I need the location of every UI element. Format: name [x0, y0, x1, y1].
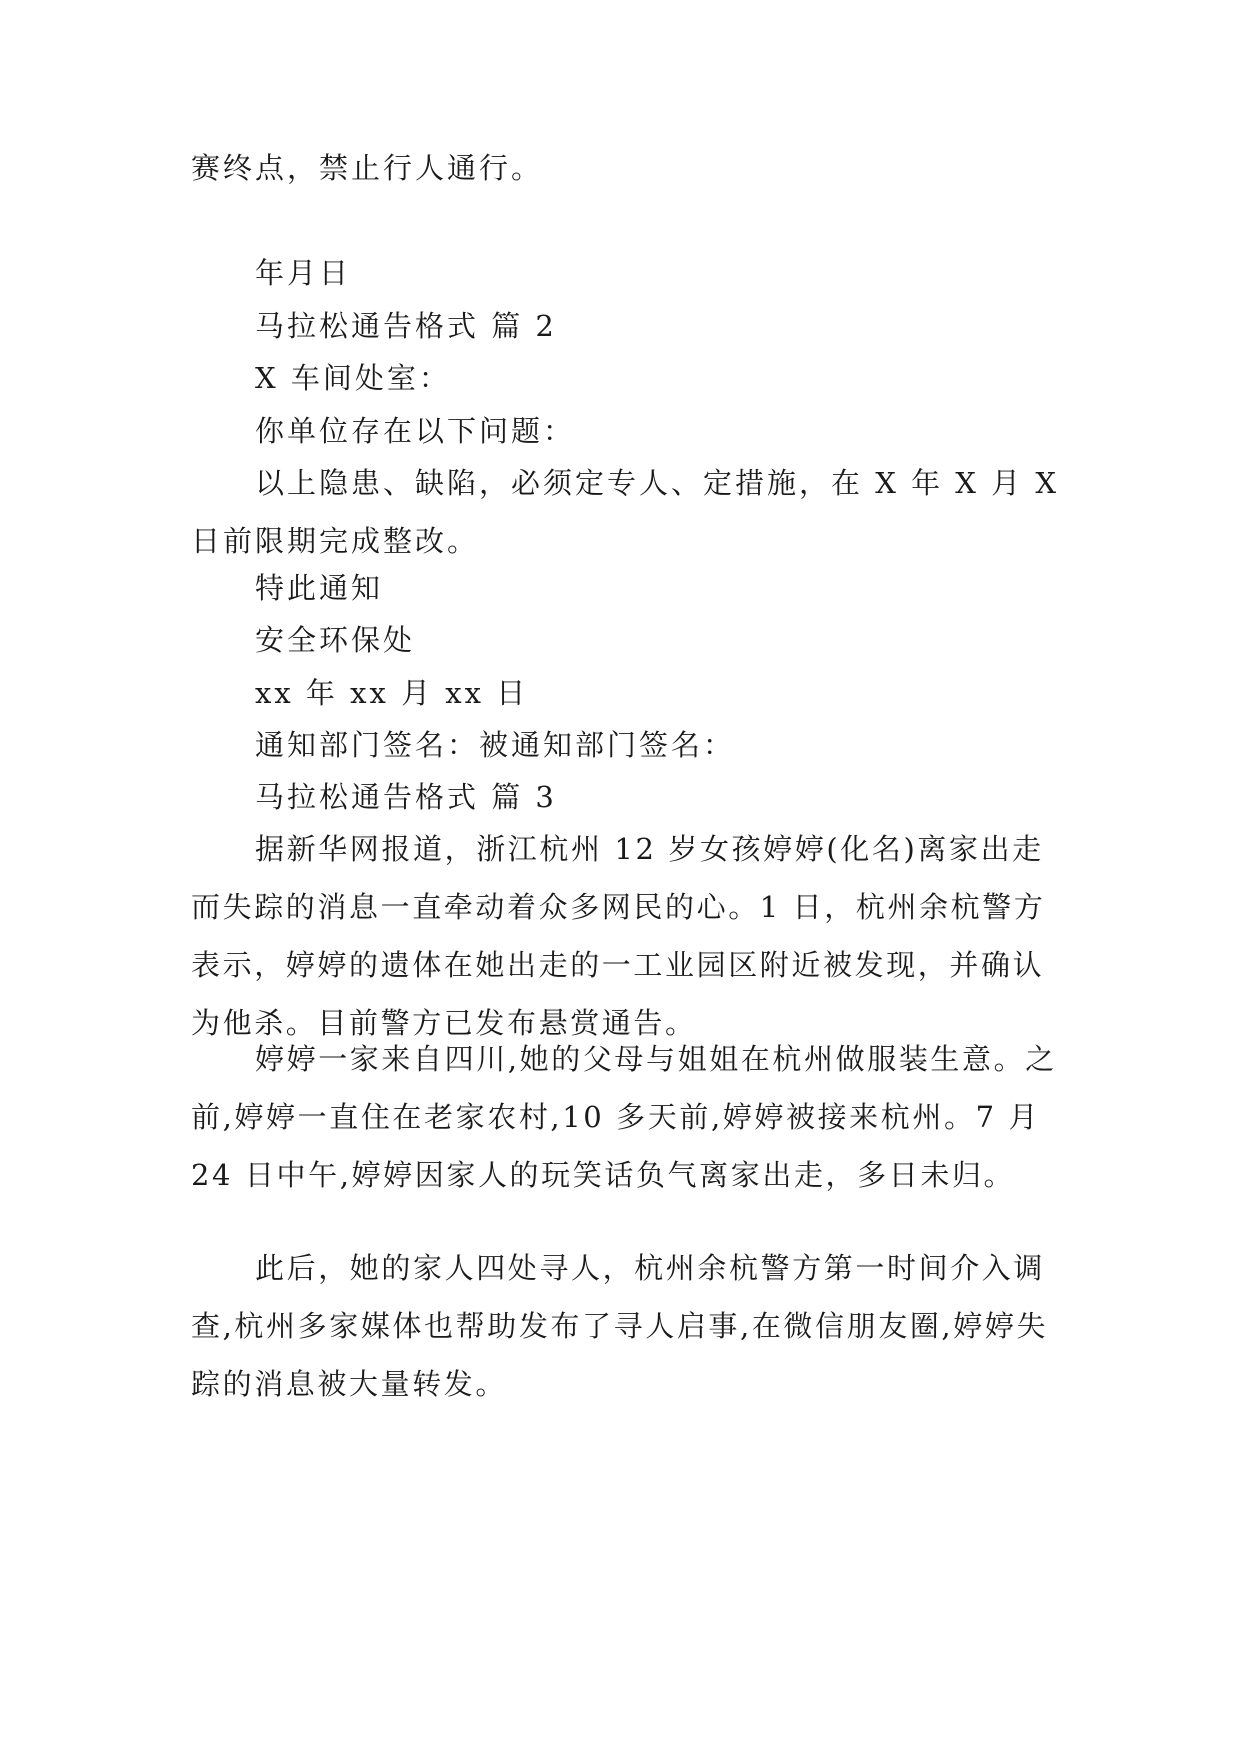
issues-intro-line: 你单位存在以下问题： — [255, 414, 576, 448]
issue-date: xx 年 xx 月 xx 日 — [255, 676, 529, 710]
issuing-department: 安全环保处 — [255, 623, 416, 657]
date-placeholder: 年月日 — [255, 256, 352, 290]
rectification-paragraph: 以上隐患、缺陷，必须定专人、定措施，在 X 年 X 月 X 日前限期完成整改。 — [191, 466, 1072, 558]
section-heading-2: 马拉松通告格式 篇 2 — [255, 309, 557, 343]
addressee-line: X 车间处室： — [255, 361, 451, 395]
section-heading-3: 马拉松通告格式 篇 3 — [255, 780, 557, 814]
paragraph-continuation: 赛终点，禁止行人通行。 — [191, 151, 544, 185]
news-paragraph-1: 据新华网报道，浙江杭州 12 岁女孩婷婷(化名)离家出走而失踪的消息一直牵动着众多网民的心。1 日，杭州余杭警方表示，婷婷的遗体在她出走的一工业园区附近被发现，并确认为他杀。目前警方已发布悬赏通告。 — [191, 832, 1046, 1040]
news-paragraph-3: 此后，她的家人四处寻人，杭州余杭警方第一时间介入调查,杭州多家媒体也帮助发布了寻人启事,在微信朋友圈,婷婷失踪的消息被大量转发。 — [191, 1251, 1049, 1401]
notice-closing: 特此通知 — [255, 571, 384, 605]
signature-line: 通知部门签名：被通知部门签名： — [255, 728, 736, 762]
news-paragraph-2: 婷婷一家来自四川,她的父母与姐姐在杭州做服装生意。之前,婷婷一直住在老家农村,10 多天前,婷婷被接来杭州。7 月 24 日中午,婷婷因家人的玩笑话负气离家出走，多日未归。 — [191, 1042, 1057, 1192]
